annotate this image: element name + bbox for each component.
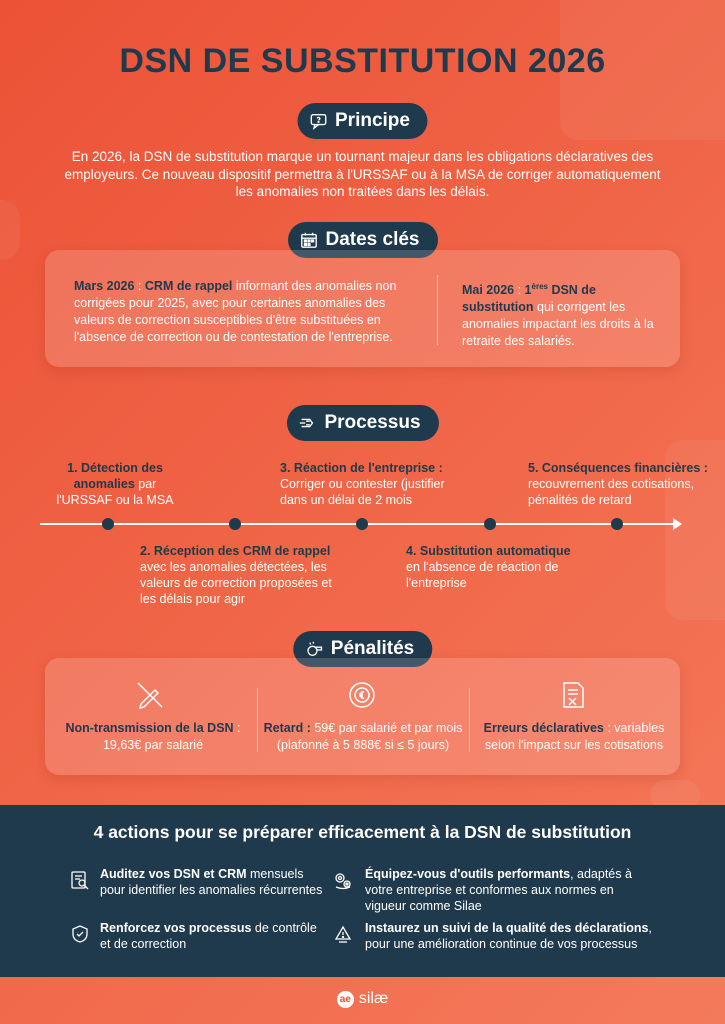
clock-euro-icon	[347, 680, 377, 710]
action-suivi: Instaurez un suivi de la qualité des déclarations, pour une amélioration continue de vos processus	[365, 921, 652, 951]
section-heading-principe	[297, 103, 428, 139]
calendar-icon	[299, 231, 317, 249]
process-step-2: 2. Réception des CRM de rappel avec les anomalies détectées, les valeurs de correction proposées et les délais pour agir	[140, 544, 332, 606]
decorative-shape	[0, 200, 20, 260]
penalty-retard: Retard : 59€ par salarié et par mois (plafonné à 5 888€ si ≤ 5 jours)	[263, 721, 463, 752]
process-step-3: 3. Réaction de l'entreprise : Corriger ou contester (justifier dans un délai de 2 mois	[280, 461, 445, 507]
date-highlight: CRM de rappel	[144, 279, 233, 293]
divider	[469, 688, 470, 752]
page-title: DSN DE SUBSTITUTION 2026	[119, 42, 606, 80]
date-label: Mai 2026	[462, 283, 515, 298]
action-equipement: Équipez-vous d'outils performants, adaptés à votre entreprise et conformes aux normes en vigueur comme Silae	[365, 867, 632, 913]
timeline-dot	[611, 518, 623, 530]
process-step-1: 1. Détection des anomalies par l'URSSAF ou la MSA	[56, 461, 174, 507]
penalty-non-transmission: Non-transmission de la DSN : 19,63€ par salarié	[65, 721, 241, 752]
section-heading-label: Processus	[324, 412, 421, 433]
penalty-erreurs: Erreurs déclaratives : variables selon l'impact sur les cotisations	[483, 721, 665, 752]
silae-logo-icon: ae	[337, 991, 354, 1008]
principe-text: En 2026, la DSN de substitution marque un tournant majeur dans les obligations déclaratives des employeurs. Ce nouveau dispositif permettra à l'URSSAF ou à la MSA de corriger automatiquement les anomalies non traitées dans les délais.	[64, 149, 661, 199]
crossed-pen-icon	[135, 680, 165, 710]
timeline-arrow	[673, 518, 682, 530]
date-mars-2026: Mars 2026 : CRM de rappel informant des anomalies non corrigées pour 2025, avec pour certaines anomalies des valeurs de correction susceptibles d'être substituées en l'absence de correction ou de contestation de l'entreprise.	[74, 279, 397, 344]
divider	[437, 275, 438, 345]
whistle-icon	[305, 640, 323, 658]
section-heading-processus	[286, 405, 438, 441]
action-audit: Auditez vos DSN et CRM mensuels pour identifier les anomalies récurrentes	[100, 867, 323, 897]
process-step-4: 4. Substitution automatique en l'absence de réaction de l'entreprise	[406, 544, 571, 590]
shield-check-icon	[70, 924, 90, 944]
section-heading-label: Dates clés	[325, 229, 420, 250]
section-heading-label: Principe	[335, 110, 410, 131]
timeline-dot	[356, 518, 368, 530]
audit-icon	[70, 870, 90, 890]
timeline-dot	[484, 518, 496, 530]
process-step-5: 5. Conséquences financières : recouvrement des cotisations, pénalités de retard	[528, 461, 708, 507]
timeline-dot	[102, 518, 114, 530]
date-label: Mars 2026	[74, 279, 135, 293]
document-error-icon	[558, 680, 588, 710]
date-mai-2026: Mai 2026 : 1ères DSN de substitution qui corrigent les anomalies impactant les droits à la retraite des salariés.	[462, 282, 654, 349]
chat-question-icon	[309, 112, 327, 130]
process-icon	[298, 414, 316, 432]
date-highlight: DSN de substitution	[462, 283, 596, 315]
warning-monitor-icon	[333, 924, 353, 944]
action-processus: Renforcez vos processus de contrôle et de correction	[100, 921, 317, 951]
footer-logo	[0, 990, 725, 1008]
section-heading-label: Pénalités	[330, 638, 415, 659]
divider	[257, 688, 258, 752]
penalites-card	[45, 658, 680, 775]
tools-icon	[333, 870, 353, 890]
silae-logo-text: silæ	[358, 990, 389, 1007]
timeline-dot	[229, 518, 241, 530]
actions-title: 4 actions pour se préparer efficacement à la DSN de substitution	[93, 822, 632, 842]
